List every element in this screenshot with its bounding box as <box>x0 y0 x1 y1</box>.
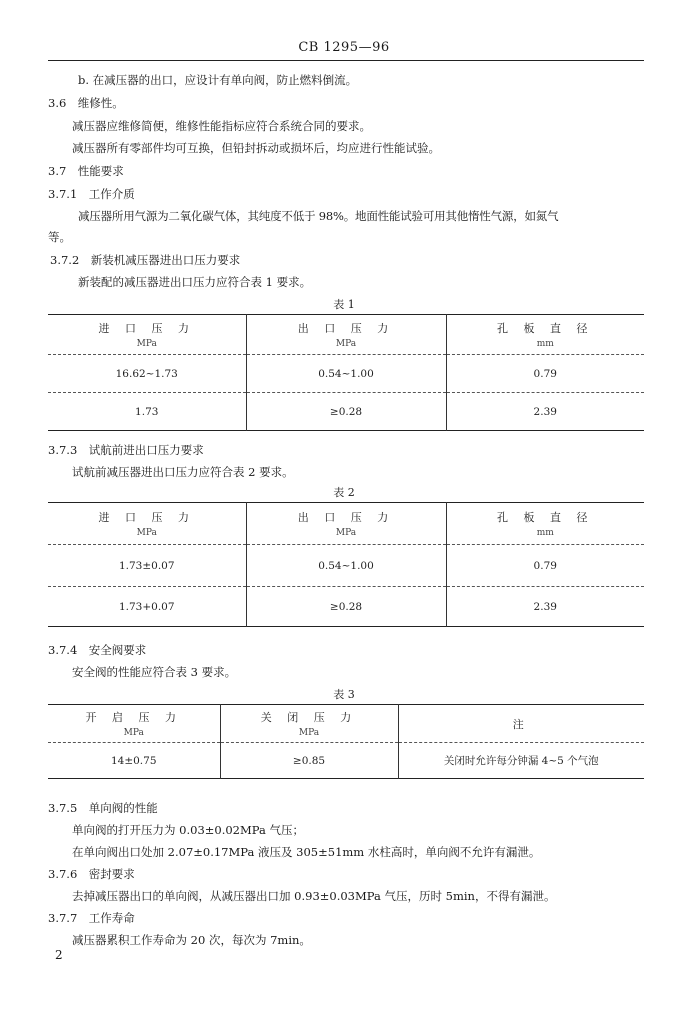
table-3-caption: 表 3 <box>333 688 355 701</box>
paragraph-3-7-6: 去掉减压器出口的单向阀，从减压器出口加 0.93±0.03MPa 气压，历时 5min，不得有漏泄。 <box>72 889 556 903</box>
heading-3-7-5: 3.7.5 单向阀的性能 <box>48 801 158 815</box>
table-cell: 关闭时允许每分钟漏 4~5 个气泡 <box>398 743 644 779</box>
table-cell: 1.73±0.07 <box>48 545 246 587</box>
table-cell: ≥0.85 <box>220 743 398 779</box>
table-cell: ≥0.28 <box>246 587 446 627</box>
table-1-header-orifice: 孔 板 直 径 mm <box>446 315 644 355</box>
paragraph-b: b. 在减压器的出口，应设计有单向阀，防止燃料倒流。 <box>78 73 358 87</box>
table-1-header-row <box>48 315 644 355</box>
table-cell: 2.39 <box>446 587 644 627</box>
paragraph-3-7-5-b: 在单向阀出口处加 2.07±0.17MPa 液压及 305±51mm 水柱高时，单向阀不允许有漏泄。 <box>72 845 541 859</box>
table-1-header-outlet: 出 口 压 力 MPa <box>246 315 446 355</box>
heading-3-7-6: 3.7.6 密封要求 <box>48 867 135 881</box>
header-rule <box>48 60 644 61</box>
heading-3-7-7: 3.7.7 工作寿命 <box>48 911 135 925</box>
document-header: CB 1295—96 <box>298 40 390 55</box>
table-cell: 14±0.75 <box>110 754 157 767</box>
table-2 <box>48 502 644 627</box>
heading-3-7-2: 3.7.2 新装机减压器进出口压力要求 <box>50 253 241 267</box>
paragraph-3-7-1-b: 等。 <box>48 230 71 244</box>
page-number: 2 <box>55 948 63 962</box>
table-cell: 0.54~1.00 <box>246 545 446 587</box>
paragraph-3-7-4: 安全阀的性能应符合表 3 要求。 <box>72 665 237 679</box>
heading-3-6: 3.6 维修性。 <box>48 96 124 110</box>
paragraph-3-7-2: 新装配的减压器进出口压力应符合表 1 要求。 <box>78 275 312 289</box>
table-cell: 1.73 <box>135 405 159 418</box>
heading-3-7-1: 3.7.1 工作介质 <box>48 187 135 201</box>
table-2-header-row <box>48 503 644 545</box>
table-2-header-outlet: 出 口 压 力 MPa <box>246 503 446 545</box>
table-1 <box>48 314 644 431</box>
paragraph-3-6-a: 减压器应维修简便，维修性能指标应符合系统合同的要求。 <box>72 119 371 133</box>
paragraph-3-7-1-a: 减压器所用气源为二氧化碳气体，其纯度不低于 98%。地面性能试验可用其他惰性气源，如氮气 <box>78 209 559 223</box>
table-2-header-inlet: 进 口 压 力 MPa <box>48 503 246 545</box>
table-1-header-inlet: 进 口 压 力 MPa <box>48 315 246 355</box>
table-3-header-note: 注 <box>398 705 644 743</box>
heading-3-7-4: 3.7.4 安全阀要求 <box>48 643 147 657</box>
table-row <box>48 545 644 587</box>
heading-3-7-3: 3.7.3 试航前进出口压力要求 <box>48 443 204 457</box>
paragraph-3-7-7: 减压器累积工作寿命为 20 次，每次为 7min。 <box>72 933 311 947</box>
table-cell: 16.62~1.73 <box>48 355 246 393</box>
paragraph-3-7-5-a: 单向阀的打开压力为 0.03±0.02MPa 气压； <box>72 823 305 837</box>
paragraph-3-6-b: 减压器所有零部件均可互换，但铅封拆动或损坏后，均应进行性能试验。 <box>72 141 440 155</box>
table-row <box>48 355 644 393</box>
table-cell: 1.73+0.07 <box>118 600 175 613</box>
table-row <box>48 743 644 779</box>
table-cell: 0.79 <box>446 355 644 393</box>
table-cell: 2.39 <box>446 393 644 431</box>
heading-3-7: 3.7 性能要求 <box>48 164 124 178</box>
table-2-caption: 表 2 <box>333 486 355 499</box>
table-row <box>48 393 644 431</box>
table-3 <box>48 704 644 779</box>
table-1-caption: 表 1 <box>333 298 355 311</box>
table-cell: 0.54~1.00 <box>246 355 446 393</box>
table-2-header-orifice: 孔 板 直 径 mm <box>446 503 644 545</box>
table-3-header-open: 开 启 压 力 MPa <box>48 705 220 743</box>
paragraph-3-7-3: 试航前减压器进出口压力应符合表 2 要求。 <box>72 465 294 479</box>
table-3-header-row <box>48 705 644 743</box>
table-row <box>48 587 644 627</box>
table-3-header-close: 关 闭 压 力 MPa <box>220 705 398 743</box>
table-cell: 0.79 <box>446 545 644 587</box>
table-cell: ≥0.28 <box>246 393 446 431</box>
